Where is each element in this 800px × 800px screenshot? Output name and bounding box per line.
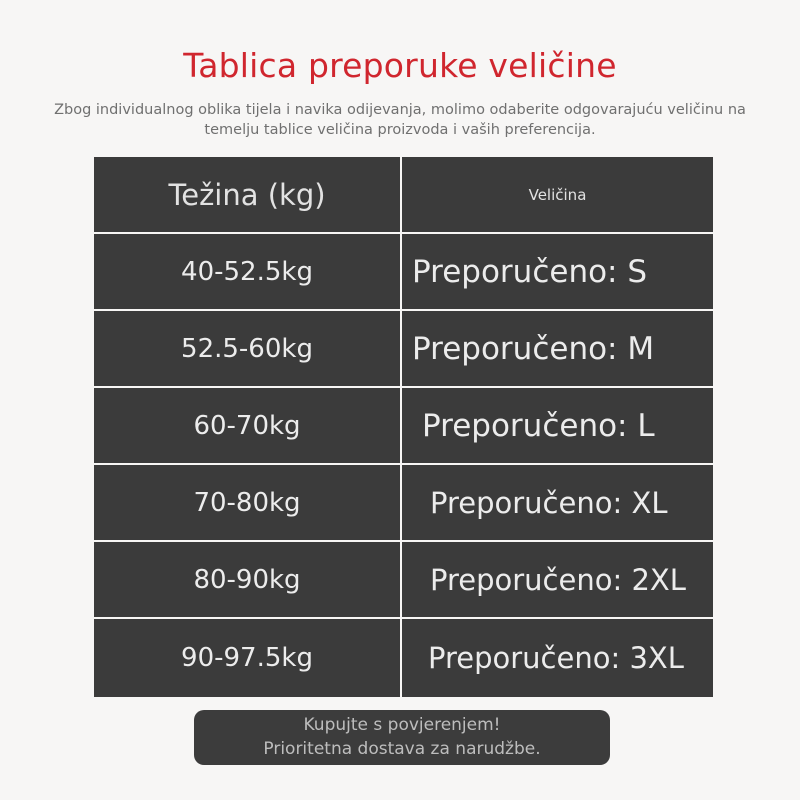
subtitle-line-1: Zbog individualnog oblika tijela i navika odijevanja, molimo odaberite odgovarajuću veličinu na (54, 102, 746, 118)
weight-cell: 90-97.5kg (94, 619, 402, 697)
size-cell: Preporučeno: XL (402, 465, 713, 540)
table-row (94, 465, 713, 542)
table-row (94, 311, 713, 388)
size-cell: Preporučeno: 3XL (402, 619, 713, 697)
page-subtitle (20, 100, 780, 140)
size-cell: Preporučeno: M (402, 311, 713, 386)
table-header-row (94, 157, 713, 234)
weight-cell: 52.5-60kg (94, 311, 402, 386)
footer-line-1: Kupujte s povjerenjem! (303, 715, 501, 735)
table-row (94, 234, 713, 311)
weight-cell: 70-80kg (94, 465, 402, 540)
footer-line-2: Prioritetna dostava za narudžbe. (263, 739, 541, 759)
size-cell: Preporučeno: S (402, 234, 713, 309)
header-size: Veličina (402, 157, 713, 232)
page-title: Tablica preporuke veličine (183, 46, 617, 85)
size-cell: Preporučeno: L (402, 388, 713, 463)
table-row (94, 542, 713, 619)
weight-cell: 40-52.5kg (94, 234, 402, 309)
subtitle-line-2: temelju tablice veličina proizvoda i vaših preferencija. (204, 122, 596, 138)
size-table (94, 157, 713, 697)
footer-banner (194, 710, 610, 765)
header-weight: Težina (kg) (94, 157, 402, 232)
size-cell: Preporučeno: 2XL (402, 542, 713, 617)
weight-cell: 80-90kg (94, 542, 402, 617)
table-row (94, 619, 713, 697)
weight-cell: 60-70kg (94, 388, 402, 463)
table-row (94, 388, 713, 465)
